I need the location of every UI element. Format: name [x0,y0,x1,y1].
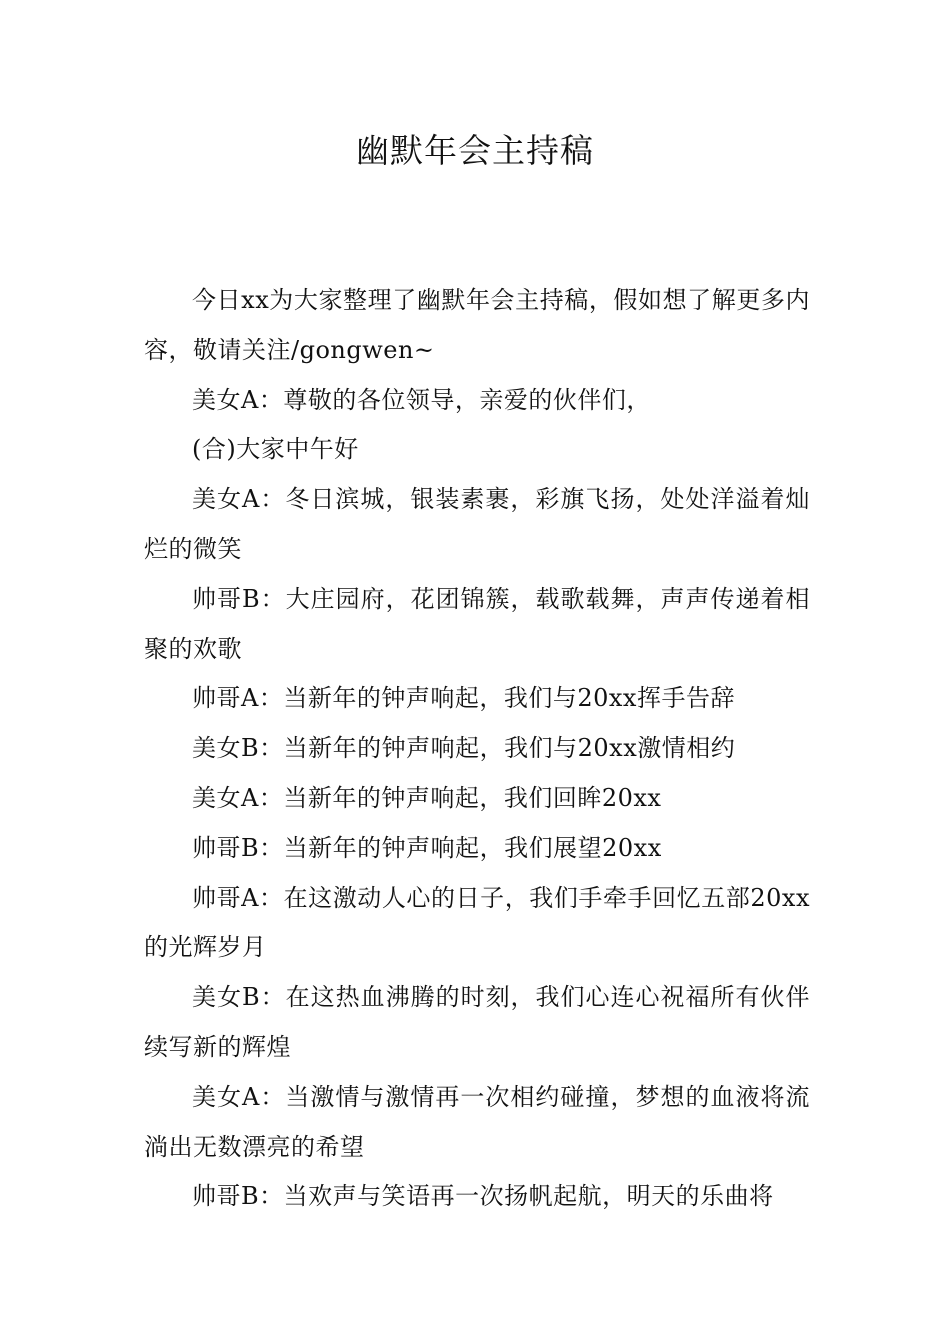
document-title: 幽默年会主持稿 [356,131,594,170]
paragraph-line: 帅哥B：大庄园府，花团锦簇，载歌载舞，声声传递着相聚的欢歌 [144,584,810,663]
paragraph-line: 美女A：当激情与激情再一次相约碰撞，梦想的血液将流淌出无数漂亮的希望 [144,1082,810,1161]
paragraph-line: 美女A：尊敬的各位领导，亲爱的伙伴们， [192,385,651,414]
paragraph-intro: 今日xx为大家整理了幽默年会主持稿，假如想了解更多内容，敬请关注/gongwen~ [144,286,810,364]
paragraph-line: 美女A：冬日滨城，银装素裹，彩旗飞扬，处处洋溢着灿烂的微笑 [144,485,810,563]
paragraph-line: 帅哥A：当新年的钟声响起，我们与20xx挥手告辞 [192,684,735,713]
paragraph-line: 美女B：在这热血沸腾的时刻，我们心连心祝福所有伙伴续写新的辉煌 [144,983,810,1061]
paragraph-line: 帅哥A：在这激动人心的日子，我们手牵手回忆五部20xx的光辉岁月 [144,883,810,962]
paragraph-line: 美女B：当新年的钟声响起，我们与20xx激情相约 [192,734,736,763]
paragraph-line: 帅哥B：当欢声与笑语再一次扬帆起航，明天的乐曲将 [192,1182,774,1211]
paragraph-line: 美女A：当新年的钟声响起，我们回眸20xx [192,783,662,812]
paragraph-line: 帅哥B：当新年的钟声响起，我们展望20xx [192,833,662,862]
paragraph-line: (合)大家中午好 [192,435,359,464]
document-body [144,276,810,1222]
